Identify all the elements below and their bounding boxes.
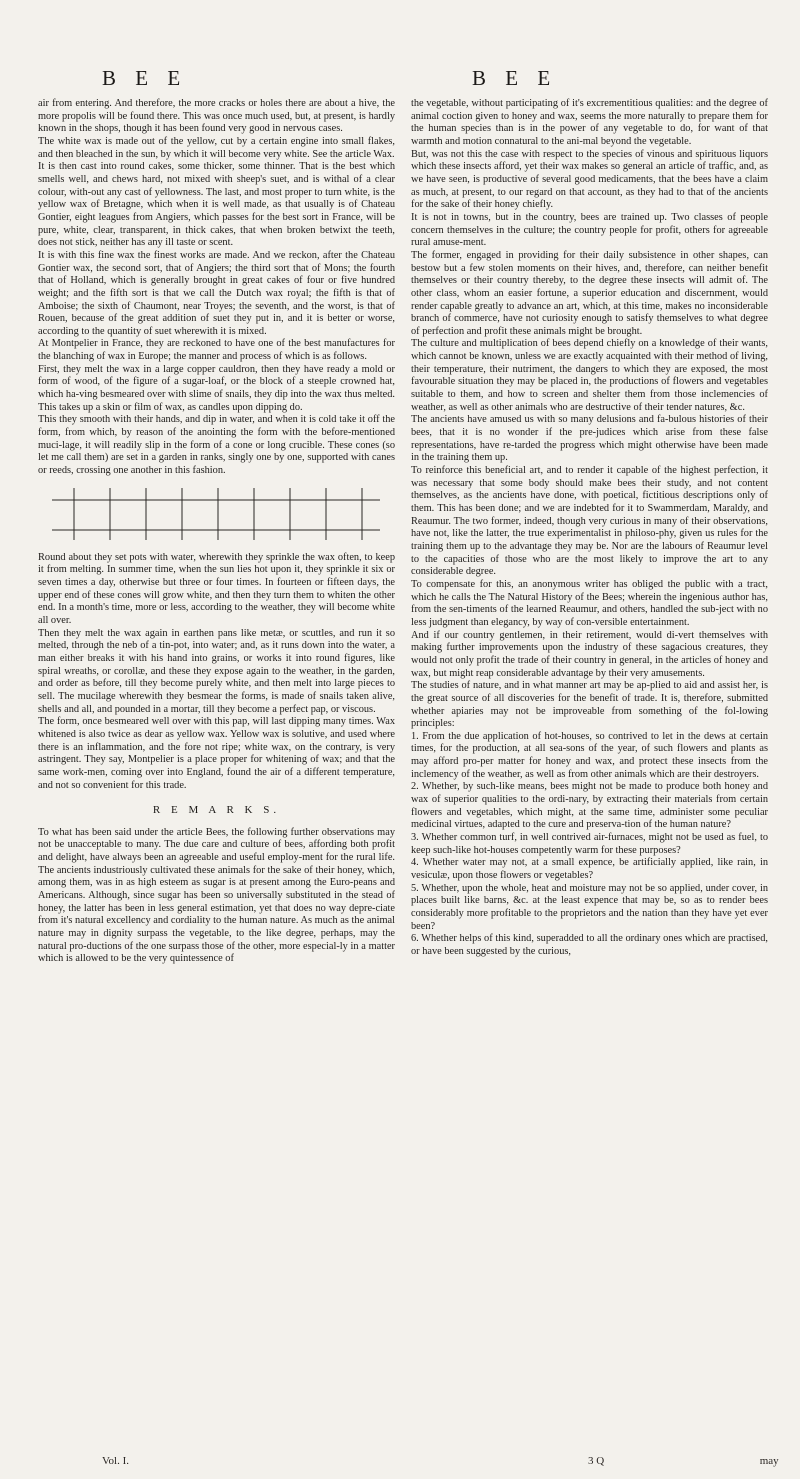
paragraph: 3. Whether common turf, in well contrived air-furnaces, might not be used as fuel, to keep such-like hot-houses competently warm for these purposes? <box>411 832 768 856</box>
remarks-paragraph: To what has been said under the article Bees, the following further observations may not be unacceptable to many. The due care and culture of bees, affording both profit and delight, have always been an agreeable and useful employ-ment for the rural life. The ancients industriously cultivated these animals for the sake of their honey, which, among them, was in as high esteem as sugar is at present among the Euro-peans and Americans. Although, since sugar has been so universally substituted in the stead of honey, the latter has been in less general estimation, yet that does no way depre-ciate from it's natural excellency and cordiality to the human nature. As much as the animal nature may in dignity surpass the vegetable, to the like degree, perhaps, may the natural pro-ductions of the one surpass those of the other, more especial-ly in a matter which is allowed to be the very quintessence of <box>38 826 395 965</box>
paragraph: To compensate for this, an anonymous writer has obliged the public with a tract, which he calls the The Natural History of the Bees; wherein the ingenious author has, from the sen-timents of the learned Reaumur, and others, handled the sub-ject with no less judgment than elegancy, by way of con-versible entertainment. <box>411 578 768 628</box>
cone-arrangement-figure <box>52 486 380 542</box>
paragraph: And if our country gentlemen, in their retirement, would di-vert themselves with making further improvements upon the industry of these sagacious creatures, they would not only profit the trade of their country in general, in the articles of honey and wax, but might reap considerable advantage by their very amusements. <box>411 629 768 679</box>
paragraph: The former, engaged in providing for their daily subsistence in other shapes, can bestow but a few stolen moments on their hives, and, therefore, can neither benefit themselves or their country thereby, to the degree these insects will admit of. The other class, whom an easier fortune, a superior education and discernment, would render capable greatly to advance an art, which, at this time, makes no inconsiderable branch of commerce, have not curiosity enough to satisfy themselves to what degree of perfection and profit these animals might be brought. <box>411 249 768 337</box>
right-column <box>411 98 768 959</box>
paragraph: It is not in towns, but in the country, bees are trained up. Two classes of people concern themselves in the culture; the country people for profit, others for agreeable rural amuse-ment. <box>411 211 768 249</box>
paragraph: 5. Whether, upon the whole, heat and moisture may not be so applied, under cover, in places built like barns, &c. at the least expence that may be, so as to render bees considerably more profitable to the proprietors and the nation than they have yet ever been? <box>411 882 768 932</box>
paragraph: 6. Whether helps of this kind, superadded to all the ordinary ones which are practised, or have been suggested by the curious, <box>411 933 768 957</box>
paragraph: The culture and multiplication of bees depend chiefly on a knowledge of their wants, which cannot be known, unless we are exactly acquainted with their method of living, their temperature, their nutriment, the dangers to which they are exposed, the most favourable situation they may be placed in, the productions of flowers and vegetables suitable to them, and how to screen and shelter them from those inclemencies of weather, as well as other animals who are destructive of their tender natures, &c. <box>411 338 768 413</box>
paragraph: 1. From the due application of hot-houses, so contrived to let in the dews at certain times, for the production, at all sea-sons of the year, of such flowers and plants as may afford pro-per matter for honey and wax, and protect these insects from the inclemency of the weather, as well as from other animals which are their destroyers. <box>411 730 768 780</box>
paragraph: It is with this fine wax the finest works are made. And we reckon, after the Chateau Gontier wax, the second sort, that of Angiers; the third sort that of Mons; the fourth that of Holland, which is generally brought in great cakes of four or five hundred weight; and the fifth sort is that we call the Dutch wax royal; the fifth is that of Amboise; the sixth of Chaumont, near Troyes; the seventh, and the worst, is that of Rouen, because of the great addition of suet they put in, and it is better or worse, according to the quantity of suet wherewith it is mixed. <box>38 249 395 337</box>
paragraph: To reinforce this beneficial art, and to render it capable of the highest perfection, it was necessary that some body should make bees their study, and not content themselves, as the ancients have done, with poetical, fictitious descriptions only of them. This has been done; and we are indebted for it to Swammerdam, Maraldy, and Reaumur. The two former, indeed, though very curious in many of their observations, have not, like the latter, the true experimentalist in philoso-phy, given us rules for the training them up to the advantage they may be. Nor are the labours of Reaumur level to the capacities of those who are the most likely to improve the art to any considerable degree. <box>411 465 768 578</box>
paragraph: 4. Whether water may not, at a small expence, be artificially applied, like rain, in vesiculæ, upon those flowers or vegetables? <box>411 857 768 882</box>
paragraph: 2. Whether, by such-like means, bees might not be made to produce both honey and wax of superior qualities to the ordi-nary, by extracting their materials from certain flowers and vegetables, which might, at the same time, administer some peculiar medicinal virtues, adapted to the cure and preserva-tion of the human nature? <box>411 781 768 831</box>
paragraph: The white wax is made out of the yellow, cut by a certain engine into small flakes, and then bleached in the sun, by which it will become very white. See the article Wax. <box>38 135 395 160</box>
paragraph: air from entering. And therefore, the more cracks or holes there are about a hive, the more propolis will be found there. This was once much used, but, at present, is hardly known in the shops, though it has been found very good in nervous cases. <box>38 98 395 135</box>
signature-and-catchword <box>588 1455 779 1467</box>
paragraph: The ancients have amused us with so many delusions and fa-bulous histories of their bees, that it is no wonder if the pre-judices which arise from these false representations, have re-tarded the progress which might otherwise have been made in the training them up. <box>411 414 768 464</box>
signature-mark: 3 Q <box>588 1455 605 1467</box>
cone-rows-diagram <box>52 486 380 542</box>
volume-number: Vol. I. <box>102 1455 129 1467</box>
paragraph: Round about they set pots with water, wherewith they sprinkle the wax often, to keep it from melting. In summer time, when the sun lies hot upon it, they sprinkle it six or seven times a day, otherwise but three or four times. In fourteen or fifteen days, the upper end of these cones will grow white, and then they turn them to whiten the other end. In a month's time, more or less, according to the weather, they will become white all over. <box>38 551 395 626</box>
paragraph: The form, once besmeared well over with this pap, will last dipping many times. Wax whitened is also twice as dear as yellow wax. Yellow wax is solutive, and used where there is an inflammation, and the fore not ripe; white wax, on the contrary, is very astringent. They say, Montpelier is a place proper for whitening of wax; and that the same work-men, coming over into England, found the air of a different temperature, and not so convenient for this trade. <box>38 716 395 791</box>
paragraph: It is then cast into round cakes, some thicker, some thinner. That is the best which smells well, and chews hard, not mixed with sheep's suet, and is withal of a clear colour, with-out any cast of yellowness. The last, and most proper to turn white, is the yellow wax of Bretagne, which when it is well made, as that usually is of Chateau Gontier, eight leagues from Angiers, which passes for the best sort in France, will be pure, white, clear, transparent, in thick cakes, that when broken betwixt the teeth, does not stick, neither has any ill taste or scent. <box>38 161 395 249</box>
running-head-left: B E E <box>102 66 188 90</box>
running-head-right: B E E <box>472 66 558 90</box>
paragraph: But, was not this the case with respect to the species of vinous and spirituous liquors which these insects afford, yet their wax makes so general an article of traffic, and, as we have seen, is productive of several good medicaments, that the bees have a claim as much, at present, to our regard on that account, as they had to that of the ancients for the sake of their honey chiefly. <box>411 148 768 211</box>
remarks-heading: R E M A R K S. <box>152 804 281 817</box>
paragraph: the vegetable, without participating of it's excrementitious qualities: and the degree of animal coction given to honey and wax, seems the more naturally to prepare them for the human species than is in the power of any vegetable to do, for want of that warmth and motion connatural to the ani-mal beyond the vegetable. <box>411 98 768 147</box>
paragraph: Then they melt the wax again in earthen pans like metæ, or scuttles, and run it so melted, through the neb of a tin-pot, into water; and, as it runs down into the water, a man either breaks it with his hand into grains, or works it into round figures, like spiral wreaths, or corollæ, and these they expose again to the weather, in the garden, and order as before, till they become purely white, and then melt into large pieces to sell. The mucilage wherewith they besmear the forms, is made of snails taken alive, shells and all, and pounded in a mortar, till they become a perfect pap, or viscous. <box>38 627 395 715</box>
paragraph: This they smooth with their hands, and dip in water, and when it is cold take it off the form, from which, by reason of the anointing the form with the before-mentioned muci-lage, it will readily slip in the form of a cone or long crucible. These cones (so let me call them) are set in a garden in ranks, singly one by one, supported with canes or reeds, crossing one another in this fashion. <box>38 414 395 477</box>
paragraph: At Montpelier in France, they are reckoned to have one of the best manufactures for the blanching of wax in Europe; the manner and process of which is as follows. <box>38 338 395 363</box>
left-column <box>38 98 395 966</box>
paragraph: First, they melt the wax in a large copper cauldron, then they have ready a mold or form of wood, of the figure of a sugar-loaf, or the block of a steeple crowned hat, which ha-ving besmeared over with slime of snails, they dip into the wax thus melted. This takes up a skin or film of wax, as candles upon dipping do. <box>38 363 395 413</box>
catchword: may <box>759 1455 779 1467</box>
paragraph: The studies of nature, and in what manner art may be ap-plied to aid and assist her, is the great source of all discoveries for the benefit of trade. It is, therefore, submitted whether apiaries may not be improveable from something of the fol-lowing principles: <box>411 680 768 730</box>
